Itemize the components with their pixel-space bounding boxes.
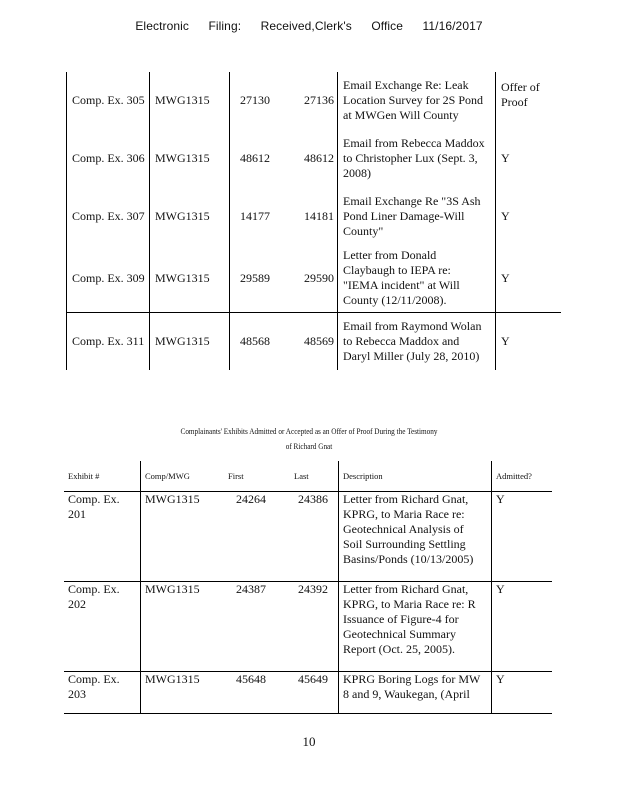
first-page-cell: 48612	[230, 129, 294, 187]
comp-cell: MWG1315	[150, 245, 230, 312]
description-line: County (12/11/2008).	[343, 293, 447, 308]
header-date: 11/16/2017	[422, 19, 483, 33]
first-page-cell: 27130	[230, 72, 294, 129]
first-page-cell: 14177	[230, 187, 294, 245]
header-word-received-clerks: Received,Clerk's	[260, 19, 352, 33]
description-cell	[339, 672, 492, 714]
first-page-cell: 48568	[230, 312, 294, 370]
header-word-office: Office	[371, 19, 404, 33]
description-cell	[338, 312, 496, 370]
first-page-cell: 24264	[224, 492, 290, 582]
last-page-cell: 24392	[290, 582, 339, 672]
first-page-cell: 24387	[224, 582, 290, 672]
description-line: to Christopher Lux (Sept. 3,	[343, 150, 478, 165]
exhibit-cell: Comp. Ex. 307	[67, 187, 150, 245]
exhibit-cell: Comp. Ex. 311	[67, 312, 150, 370]
page-number: 10	[302, 734, 316, 749]
last-page-cell: 24386	[290, 492, 339, 582]
admitted-cell: Y	[492, 582, 553, 672]
description-cell	[338, 129, 496, 187]
admitted-cell: Y	[492, 492, 553, 582]
header-comp: Comp/MWG	[141, 461, 225, 492]
header-word-filing: Filing:	[208, 19, 242, 33]
admitted-cell: Y	[496, 187, 562, 245]
table-caption-line1: Complainants' Exhibits Admitted or Accepted as an Offer of Proof During the Testimony	[180, 426, 438, 436]
description-line: at MWGen Will County	[343, 108, 459, 122]
header-word-electronic: Electronic	[135, 19, 190, 33]
description-line: Location Survey for 2S Pond	[343, 93, 483, 107]
last-page-cell: 14181	[304, 208, 334, 223]
description-line: Basins/Ponds (10/13/2005)	[343, 552, 474, 566]
table-row	[67, 245, 562, 312]
description-cell	[339, 492, 492, 582]
description-line: Geotechnical Analysis of	[343, 522, 464, 536]
description-line: KPRG, to Maria Race re:	[343, 507, 465, 521]
description-line: "IEMA incident" at Will	[343, 278, 460, 293]
table-row	[67, 312, 562, 370]
description-line: to Rebecca Maddox and	[343, 333, 460, 348]
last-page-cell: 48569	[304, 333, 334, 348]
admitted-cell: Y	[496, 129, 562, 187]
description-line: Claybaugh to IEPA re:	[343, 263, 451, 278]
description-line: County"	[343, 223, 384, 238]
last-page-cell: 45649	[290, 672, 339, 714]
description-line: Soil Surrounding Settling	[343, 537, 466, 551]
last-page-cell: 27136	[304, 93, 334, 107]
table-row	[67, 187, 562, 245]
description-line: Letter from Richard Gnat,	[343, 492, 469, 506]
header-admitted: Admitted?	[492, 461, 553, 492]
table-row	[64, 582, 552, 672]
table-row	[64, 492, 552, 582]
description-line: Email from Rebecca Maddox	[343, 135, 485, 150]
exhibit-cell: Comp. Ex. 203	[64, 672, 141, 714]
description-line: KPRG, to Maria Race re: R	[343, 597, 476, 611]
description-line: Daryl Miller (July 28, 2010)	[343, 348, 480, 363]
last-page-cell: 48612	[304, 150, 334, 165]
description-line: 2008)	[343, 165, 371, 180]
description-line: 8 and 9, Waukegan, (April	[343, 687, 470, 701]
description-cell	[338, 187, 496, 245]
description-cell	[338, 72, 496, 129]
table-row	[67, 129, 562, 187]
header-first: First	[224, 461, 290, 492]
header-description: Description	[339, 461, 492, 492]
table-row	[67, 72, 562, 129]
description-cell	[338, 245, 496, 312]
admitted-cell: Y	[496, 312, 562, 370]
header-exhibit: Exhibit #	[64, 461, 141, 492]
comp-cell: MWG1315	[150, 72, 230, 129]
exhibit-cell: Comp. Ex. 305	[67, 72, 150, 129]
comp-cell: MWG1315	[141, 582, 225, 672]
gnat-exhibits-table	[64, 461, 552, 714]
description-line: Geotechnical Summary	[343, 627, 456, 641]
first-page-cell: 45648	[224, 672, 290, 714]
exhibits-table-continued	[66, 72, 561, 370]
table-row	[64, 672, 552, 714]
description-line: Email Exchange Re "3S Ash	[343, 193, 481, 208]
exhibit-cell: Comp. Ex. 202	[64, 582, 141, 672]
admitted-cell: Offer of Proof	[496, 72, 562, 129]
description-line: KPRG Boring Logs for MW	[343, 672, 481, 686]
exhibit-cell: Comp. Ex. 306	[67, 129, 150, 187]
admitted-cell: Y	[496, 245, 562, 312]
first-page-cell: 29589	[230, 245, 294, 312]
comp-cell: MWG1315	[150, 312, 230, 370]
header-last: Last	[290, 461, 339, 492]
comp-cell: MWG1315	[141, 492, 225, 582]
comp-cell: MWG1315	[150, 187, 230, 245]
description-line: Issuance of Figure-4 for	[343, 612, 459, 626]
last-page-cell: 29590	[293, 245, 338, 312]
description-line: Email from Raymond Wolan	[343, 318, 482, 333]
filing-header	[0, 19, 618, 33]
description-line: Pond Liner Damage-Will	[343, 208, 465, 223]
table-header-row	[64, 461, 552, 492]
description-cell	[339, 582, 492, 672]
comp-cell: MWG1315	[150, 129, 230, 187]
description-line: Letter from Donald	[343, 248, 437, 263]
description-line: Email Exchange Re: Leak	[343, 78, 469, 92]
admitted-cell: Y	[492, 672, 553, 714]
comp-cell: MWG1315	[141, 672, 225, 714]
table-caption-line2: of Richard Gnat	[285, 441, 333, 451]
exhibit-cell: Comp. Ex. 201	[64, 492, 141, 582]
exhibit-cell: Comp. Ex. 309	[67, 245, 150, 312]
description-line: Letter from Richard Gnat,	[343, 582, 469, 596]
description-line: Report (Oct. 25, 2005).	[343, 642, 455, 656]
